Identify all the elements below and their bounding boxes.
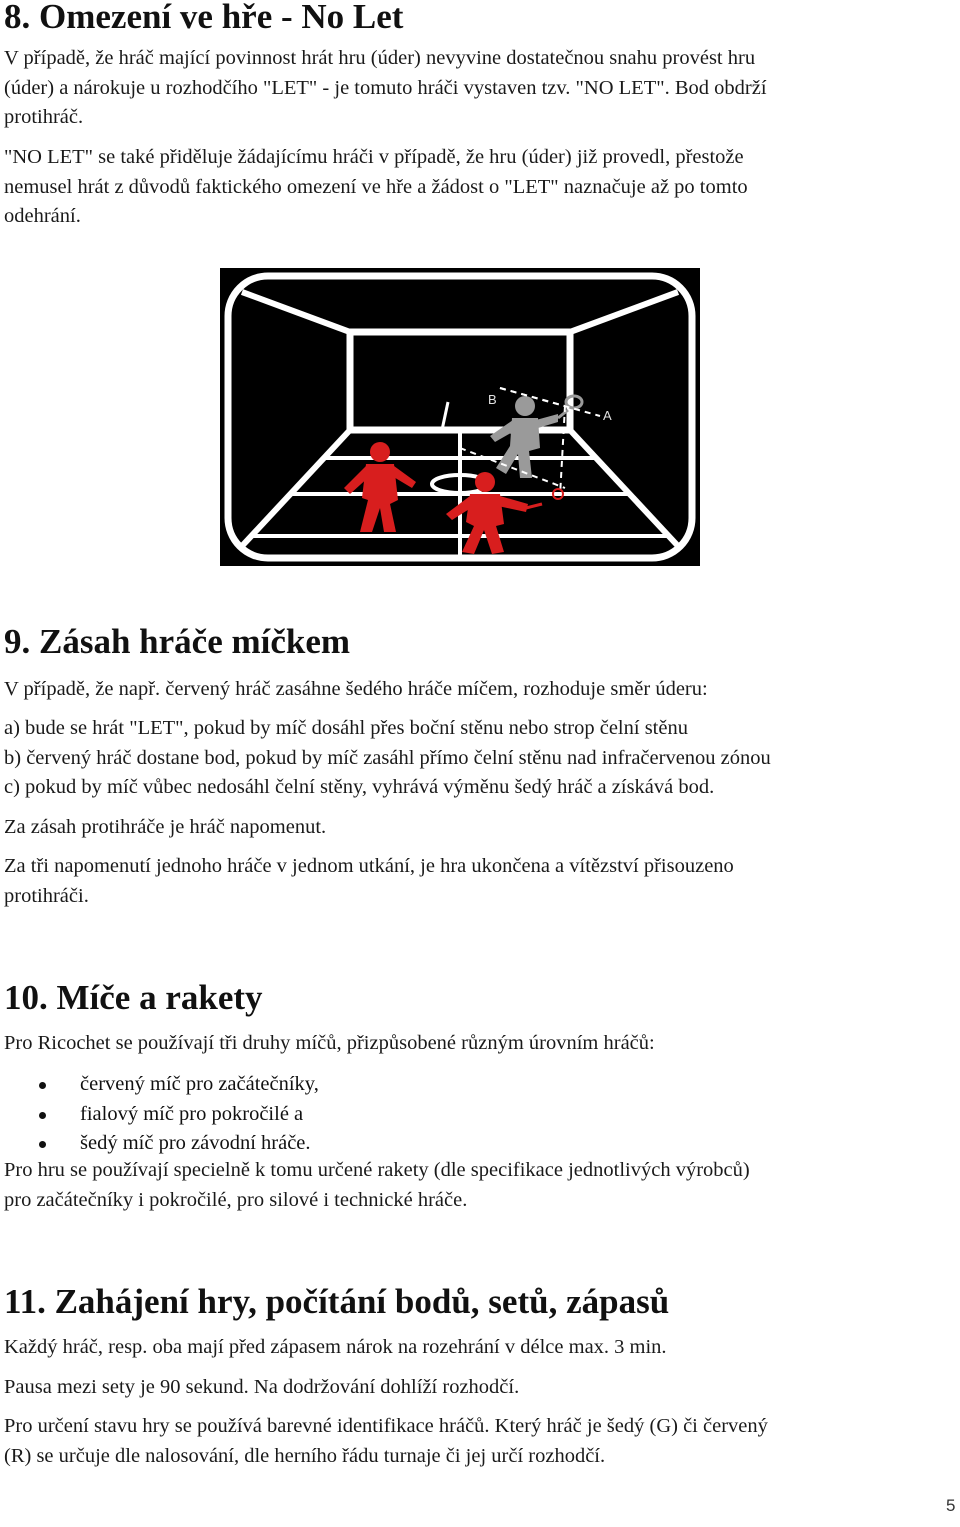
ball-types-list (4, 1070, 904, 1159)
red-racket-icon (526, 504, 542, 508)
section-8-paragraph-2: "NO LET" se také přiděluje žádajícímu hráči v případě, že hru (úder) již provedl, přestože nemusel hrát z důvodů faktického omezení ve hře a žádost o "LET" naznačuje až po tomto odehrání. (4, 146, 748, 227)
front-wall (350, 332, 570, 430)
list-item: červený míč pro začátečníky, (4, 1070, 904, 1100)
floor-corner-left (242, 430, 350, 546)
section-9-item-b: b) červený hráč dostane bod, pokud by míč zasáhl přímo čelní stěnu nad infračervenou zónou (4, 746, 771, 769)
section-9-closing: Za tři napomenutí jednoho hráče v jednom utkání, je hra ukončena a vítězství přisouzeno protihráči. (4, 855, 734, 907)
section-11-paragraph-3: Pro určení stavu hry se používá barevné identifikace hráčů. Který hráč je šedý (G) či červený (R) se určuje dle nalosování, dle herního řádu turnaje či jej určí rozhodčí. (4, 1415, 768, 1467)
section-9-heading: 9. Zásah hráče míčkem (4, 622, 351, 661)
bullet-icon (39, 1112, 46, 1119)
section-9-item-c: c) pokud by míč vůbec nedosáhl čelní stěny, vyhrává výměnu šedý hráč a získává bod. (4, 776, 715, 798)
ceiling-corner-right (570, 292, 678, 332)
floor-corner-right (570, 430, 678, 546)
section-11-paragraph-2: Pausa mezi sety je 90 sekund. Na dodržování dohlíží rozhodčí. (4, 1376, 520, 1398)
section-11-heading: 11. Zahájení hry, počítání bodů, setů, zápasů (4, 1282, 670, 1321)
grey-player (490, 396, 558, 478)
section-9-item-a: a) bude se hrát "LET", pokud by míč dosáhl přes boční stěnu nebo strop čelní stěnu (4, 717, 688, 739)
label-b: B (488, 392, 497, 407)
page-number: 5 (946, 1496, 956, 1515)
list-item: fialový míč pro pokročilé a (4, 1100, 904, 1130)
tin-mark (442, 402, 448, 430)
section-10-intro: Pro Ricochet se používají tři druhy míčů, přizpůsobené různým úrovním hráčů: (4, 1032, 655, 1054)
section-9-warning: Za zásah protihráče je hráč napomenut. (4, 816, 327, 838)
red-player-left (344, 442, 416, 532)
court-illustration (220, 268, 700, 566)
label-a: A (603, 408, 612, 423)
list-item: šedý míč pro závodní hráče. (4, 1129, 904, 1159)
bullet-icon (39, 1082, 46, 1089)
section-9-list (4, 714, 954, 803)
section-9-intro: V případě, že např. červený hráč zasáhne šedého hráče míčem, rozhoduje směr úderu: (4, 678, 708, 700)
section-10-rackets: Pro hru se používají specielně k tomu určené rakety (dle specifikace jednotlivých výrobců) pro začátečníky i pokročilé, pro silové i technické hráče. (4, 1159, 750, 1211)
ceiling-corner-left (242, 292, 350, 332)
section-8-paragraph-1: V případě, že hráč mající povinnost hrát hru (úder) nevyvine dostatečnou snahu provést hru (úder) a nárokuje u rozhodčího "LET" - je tomuto hráči vystaven tzv. "NO LET". Bod obdrží protihráč. (4, 47, 767, 128)
court-diagram (220, 268, 700, 566)
bullet-icon (39, 1141, 46, 1148)
section-8-heading: 8. Omezení ve hře - No Let (4, 0, 404, 36)
section-10-heading: 10. Míče a rakety (4, 978, 263, 1017)
section-11-paragraph-1: Každý hráč, resp. oba mají před zápasem nárok na rozehrání v délce max. 3 min. (4, 1336, 667, 1358)
